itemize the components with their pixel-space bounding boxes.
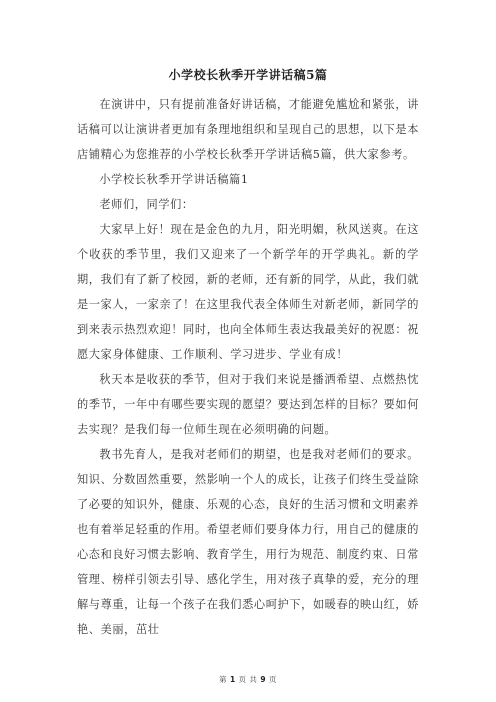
total-pages-number: 9 [260, 675, 267, 684]
footer-suffix: 页 [268, 675, 277, 684]
body-paragraph: 教书先育人，是我对老师们的期望，也是我对老师们的要求。知识、分数固然重要，然影响一个人的成长，让孩子们终生受益除了必要的知识外，健康、乐观的心态，良好的生活习惯和文明素养也有着举足轻重的作用。希望老师们要身体力行，用自己的健康的心态和良好习惯去影响、教育学生，用行为规范、制度约束、日常管理、榜样引领去引导、感化学生，用对孩子真挚的爱，充分的理解与尊重，让每一个孩子在我们悉心呵护下，如暖春的映山红，娇艳、美丽，茁壮 [77, 448, 419, 636]
body-paragraph: 大家早上好！现在是金色的九月，阳光明媚，秋风送爽。在这个收获的季节里，我们又迎来了一个新学年的开学典礼。新的学期，我们有了新了校园，新的老师，还有新的同学，从此，我们就是一家人，一家亲了！在这里我代表全体师生对新老师，新同学的到来表示热烈欢迎！同时，也向全体师生表达我最美好的祝愿：祝愿大家身体健康、工作顺利、学习进步、学业有成！ [77, 223, 419, 361]
intro-paragraph: 在演讲中，只有提前准备好讲话稿，才能避免尴尬和紧张，讲话稿可以让演讲者更加有条理地组织和呈现自己的思想，以下是本店铺精心为您推荐的小学校长秋季开学讲话稿5篇，供大家参考。 [77, 98, 419, 161]
section-heading: 小学校长秋季开学讲话稿篇1 [99, 173, 249, 186]
footer-prefix: 第 [219, 675, 228, 684]
footer-middle: 页 共 [238, 675, 258, 684]
document-body [77, 92, 419, 642]
current-page-number: 1 [229, 675, 236, 684]
page-footer [0, 674, 496, 685]
body-paragraph: 秋天本是收获的季节，但对于我们来说是播洒希望、点燃热忱的季节，一年中有哪些要实现的愿望？要达到怎样的目标？要如何去实现？是我们每一位师生现在必须明确的问题。 [77, 373, 419, 436]
document-title: 小学校长秋季开学讲话稿5篇 [168, 68, 328, 82]
salutation: 老师们，同学们： [99, 198, 194, 211]
